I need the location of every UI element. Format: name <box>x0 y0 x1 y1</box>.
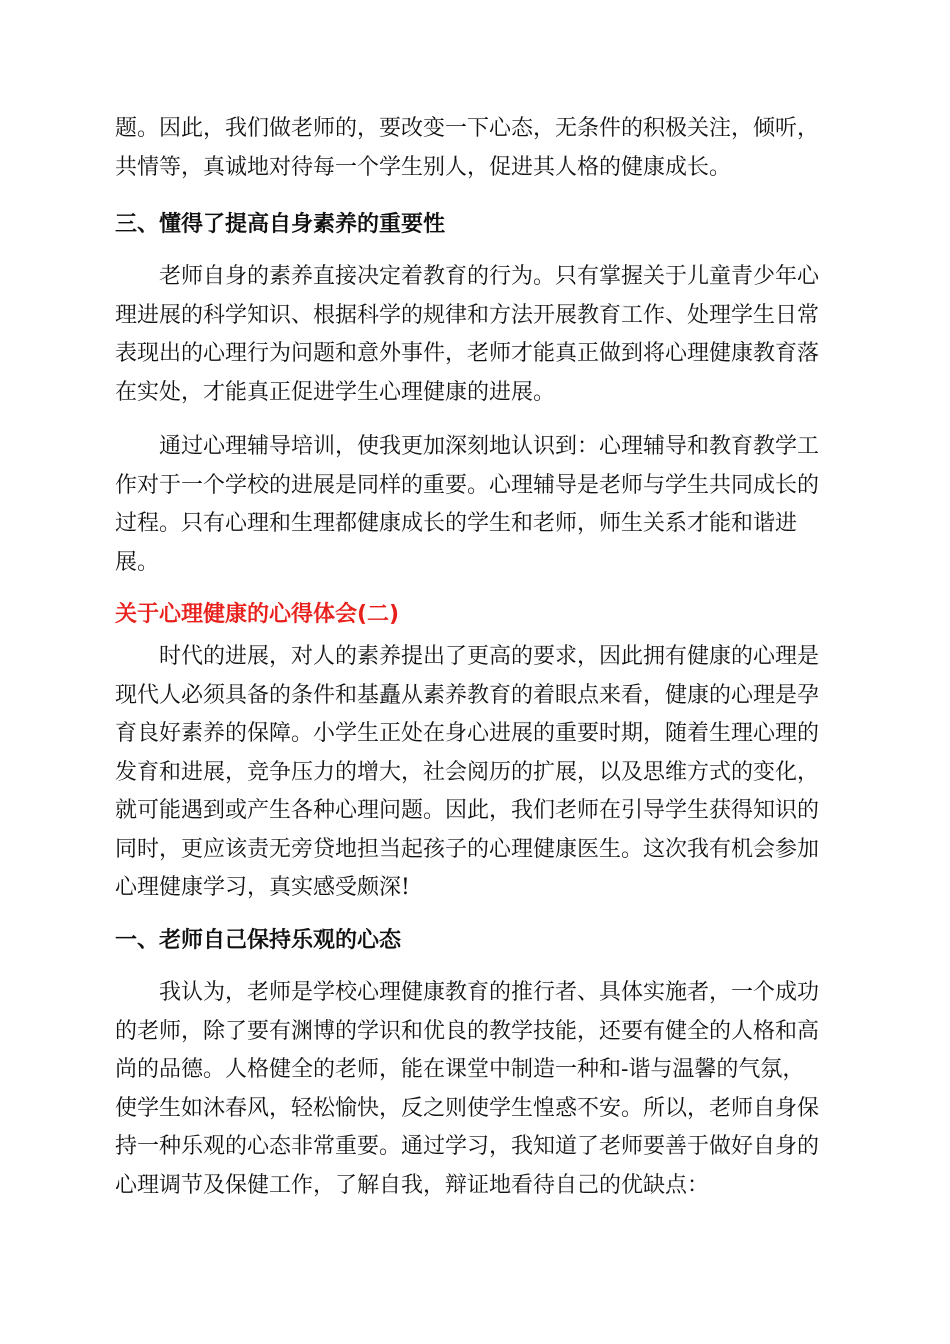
text-line: 理进展的科学知识、根据科学的规律和方法开展教育工作、处理学生日常 <box>115 302 820 328</box>
text-line: 展。 <box>115 549 160 575</box>
text-line: 持一种乐观的心态非常重要。通过学习，我知道了老师要善于做好自身的 <box>115 1134 820 1159</box>
text-line: 的老师，除了要有渊博的学识和优良的教学技能，还要有健全的人格和高 <box>115 1018 820 1044</box>
text-line: 在实处，才能真正促进学生心理健康的进展。 <box>115 379 556 405</box>
text-line: 现代人必须具备的条件和基矗从素养教育的着眼点来看，健康的心理是孕 <box>115 682 820 708</box>
section-heading-one: 一、老师自己保持乐观的心态 <box>115 928 402 953</box>
text-line: 通过心理辅导培训，使我更加深刻地认识到：心理辅导和教育教学工 <box>159 434 820 459</box>
text-line: 发育和进展，竞争压力的增大，社会阅历的扩展，以及思维方式的变化， <box>115 759 820 785</box>
text-line: 就可能遇到或产生各种心理问题。因此，我们老师在引导学生获得知识的 <box>115 798 820 823</box>
text-line: 时代的进展，对人的素养提出了更高的要求，因此拥有健康的心理是 <box>159 644 820 669</box>
text-line: 同时，更应该责无旁贷地担当起孩子的心理健康医生。这次我有机会参加 <box>115 836 820 862</box>
paragraph-optimism <box>115 974 835 1205</box>
text-line: 尚的品德。人格健全的老师，能在课堂中制造一种和-谐与温馨的气氛， <box>115 1057 805 1082</box>
text-line: 心理健康学习，真实感受颇深! <box>115 875 410 900</box>
paragraph-continuation <box>115 110 835 187</box>
text-line: 我认为，老师是学校心理健康教育的推行者、具体实施者，一个成功 <box>159 980 820 1005</box>
text-line: 心理调节及保健工作，了解自我，辩证地看待自己的优缺点： <box>115 1172 710 1198</box>
text-line: 过程。只有心理和生理都健康成长的学生和老师，师生关系才能和谐进 <box>115 511 798 536</box>
paragraph-self-quality <box>115 258 835 412</box>
text-line: 作对于一个学校的进展是同样的重要。心理辅导是老师与学生共同成长的 <box>115 472 820 498</box>
article-title: 关于心理健康的心得体会(二) <box>115 602 400 627</box>
text-line: 老师自身的素养直接决定着教育的行为。只有掌握关于儿童青少年心 <box>159 264 820 289</box>
text-line: 使学生如沐春风，轻松愉快，反之则使学生惶惑不安。所以，老师自身保 <box>115 1095 820 1121</box>
paragraph-training <box>115 428 835 582</box>
text-line: 育良好素养的保障。小学生正处在身心进展的重要时期，随着生理心理的 <box>115 721 820 746</box>
section-heading-three: 三、懂得了提高自身素养的重要性 <box>115 212 446 237</box>
text-line: 表现出的心理行为问题和意外事件，老师才能真正做到将心理健康教育落 <box>115 341 820 366</box>
text-line: 题。因此，我们做老师的，要改变一下心态，无条件的积极关注，倾听， <box>115 116 820 141</box>
text-line: 共情等，真诚地对待每一个学生别人，促进其人格的健康成长。 <box>115 154 732 180</box>
paragraph-intro <box>115 638 835 908</box>
